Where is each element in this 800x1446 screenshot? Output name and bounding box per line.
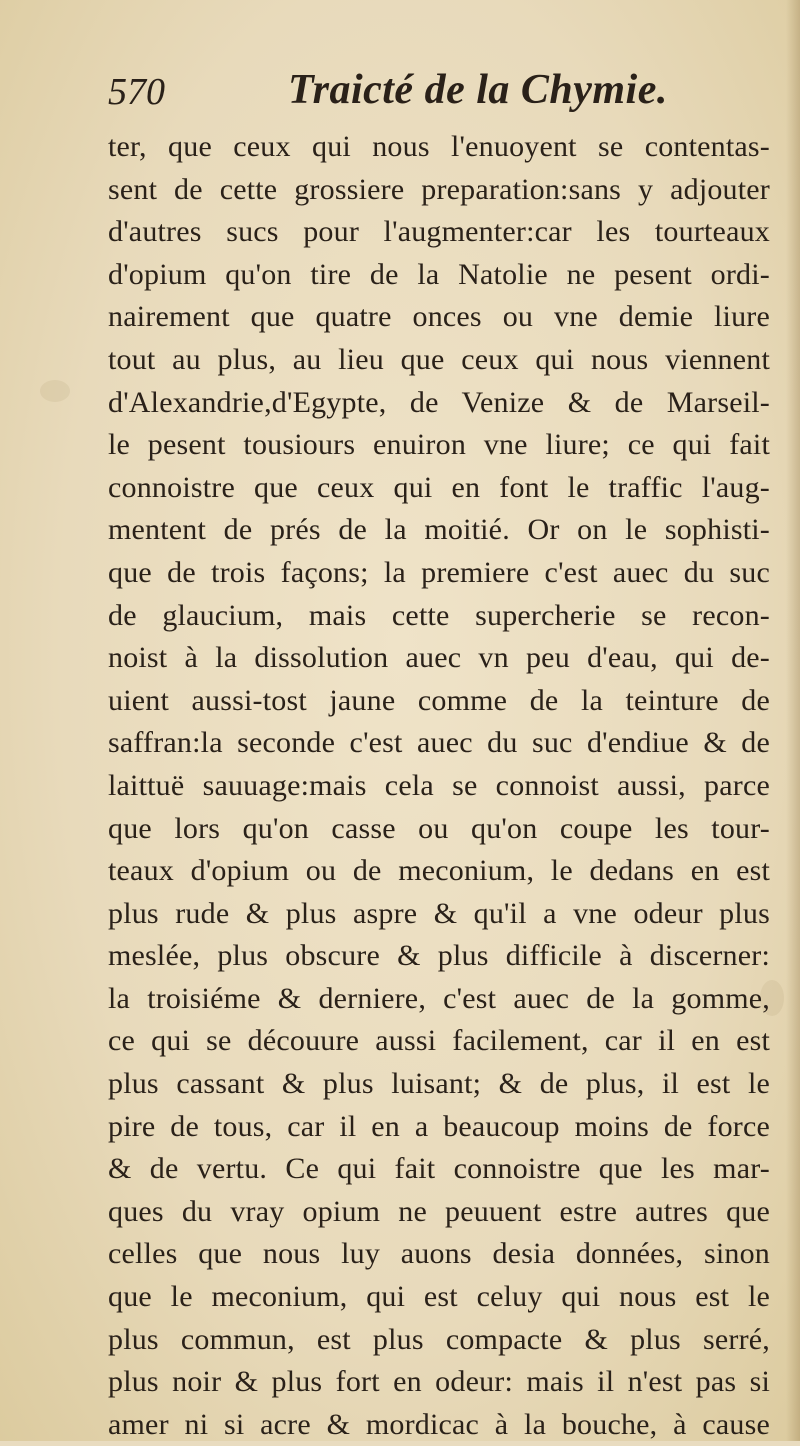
text-line: ce qui se découure aussi facilement, car il en est	[108, 1024, 770, 1058]
body-text	[108, 126, 770, 1446]
page-header	[108, 62, 748, 122]
text-line: ques du vray opium ne peuuent estre autres que	[108, 1194, 770, 1228]
text-line: amer ni si acre & mordicac à la bouche, à cause	[108, 1407, 770, 1441]
page-edge-shadow	[786, 0, 800, 1441]
text-line: meslée, plus obscure & plus difficile à discerner:	[108, 939, 770, 973]
text-line: nairement que quatre onces ou vne demie liure	[108, 300, 770, 334]
text-line: sent de cette grossiere preparation:sans y adjouter	[108, 172, 770, 206]
text-line: que de trois façons; la premiere c'est auec du suc	[108, 555, 770, 589]
text-line: noist à la dissolution auec vn peu d'eau, qui de-	[108, 641, 770, 675]
text-line: plus rude & plus aspre & qu'il a vne odeur plus	[108, 896, 770, 930]
text-line: d'opium qu'on tire de la Natolie ne pesent ordi-	[108, 257, 770, 291]
text-line: que lors qu'on casse ou qu'on coupe les tour-	[108, 811, 770, 845]
text-line: d'Alexandrie,d'Egypte, de Venize & de Marseil-	[108, 385, 770, 419]
text-line: celles que nous luy auons desia données, sinon	[108, 1237, 770, 1271]
running-title: Traicté de la Chymie.	[288, 67, 668, 113]
text-line: plus noir & plus fort en odeur: mais il n'est pas si	[108, 1365, 770, 1399]
text-line: teaux d'opium ou de meconium, le dedans en est	[108, 854, 770, 888]
paper-stain	[40, 380, 70, 402]
page-number: 570	[108, 71, 165, 113]
text-line: saffran:la seconde c'est auec du suc d'endiue & de	[108, 726, 770, 760]
text-line: pire de tous, car il en a beaucoup moins de force	[108, 1109, 770, 1143]
text-line: connoistre que ceux qui en font le traffic l'aug-	[108, 470, 770, 504]
text-line: tout au plus, au lieu que ceux qui nous viennent	[108, 342, 770, 376]
text-line: laittuë sauuage:mais cela se connoist aussi, parce	[108, 768, 770, 802]
text-line: plus cassant & plus luisant; & de plus, il est le	[108, 1067, 770, 1101]
text-line: que le meconium, qui est celuy qui nous est le	[108, 1280, 770, 1314]
text-line: ter, que ceux qui nous l'enuoyent se contentas-	[108, 130, 770, 163]
text-line: plus commun, est plus compacte & plus serré,	[108, 1322, 770, 1356]
text-line: la troisiéme & derniere, c'est auec de la gomme,	[108, 981, 770, 1015]
text-line: d'autres sucs pour l'augmenter:car les tourteaux	[108, 215, 770, 249]
text-line: le pesent tousiours enuiron vne liure; ce qui fait	[108, 428, 770, 462]
text-line: de glaucium, mais cette supercherie se recon-	[108, 598, 770, 632]
text-line: & de vertu. Ce qui fait connoistre que les mar-	[108, 1152, 770, 1186]
text-line: uient aussi-tost jaune comme de la teinture de	[108, 683, 770, 717]
text-line: mentent de prés de la moitié. Or on le sophisti-	[108, 513, 770, 547]
